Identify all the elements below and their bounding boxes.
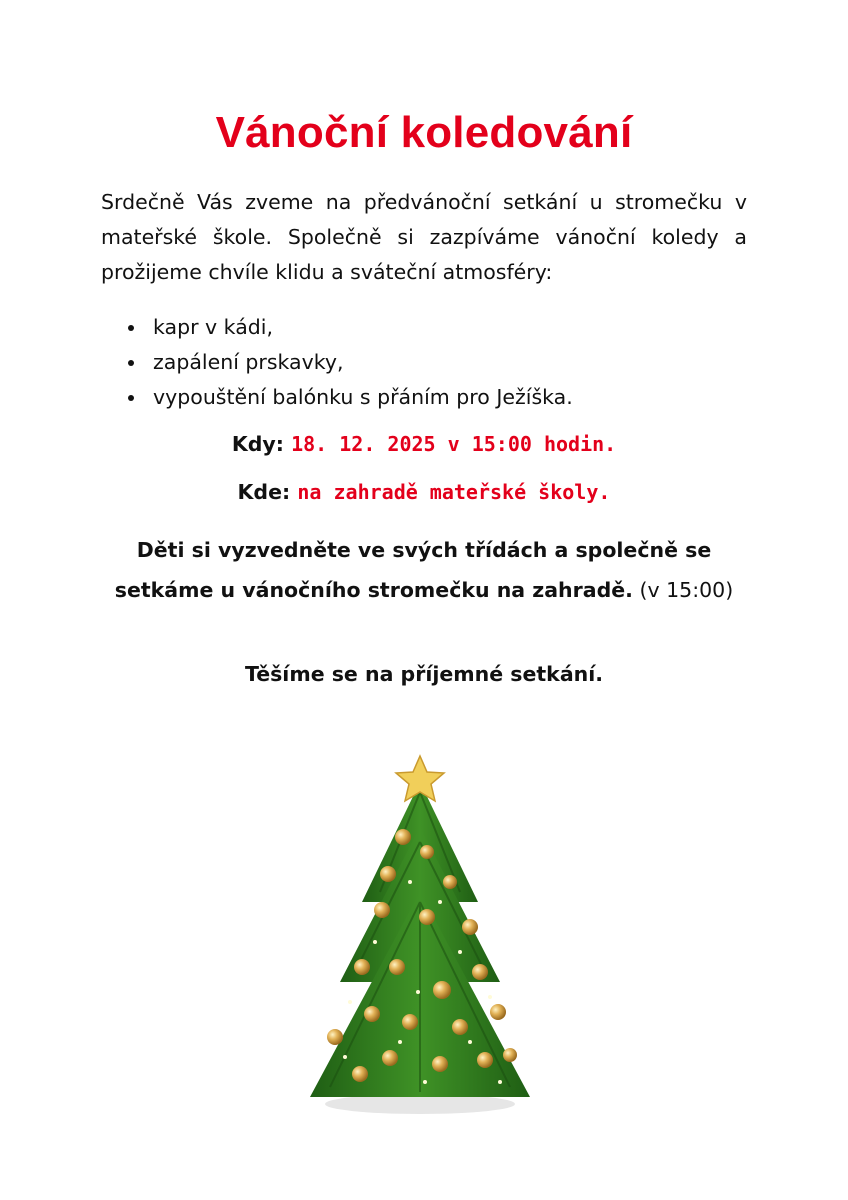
list-item: vypouštění balónku s přáním pro Ježíška. (125, 380, 745, 415)
christmas-tree-icon (300, 752, 540, 1122)
list-item: kapr v kádi, (125, 310, 745, 345)
page-title: Vánoční koledování (215, 108, 633, 157)
note-time: (v 15:00) (639, 578, 734, 602)
event-date-line (0, 432, 848, 456)
location-label: Kde: (237, 480, 291, 504)
activities-list (125, 310, 745, 415)
intro-paragraph: Srdečně Vás zveme na předvánoční setkání u stromečku v mateřské škole. Společně si zazpíváme vánoční koledy a prožijeme chvíle klidu a sváteční atmosféry: (101, 190, 747, 284)
closing-text: Těšíme se na příjemné setkání. (244, 662, 604, 686)
note-line-1: Děti si vyzvedněte ve svých třídách a společně se (136, 538, 712, 562)
date-label: Kdy: (231, 432, 284, 456)
note-line-2: setkáme u vánočního stromečku na zahradě. (114, 578, 633, 602)
event-location-line (0, 480, 848, 504)
pickup-note (0, 530, 848, 610)
date-value: 18. 12. 2025 v 15:00 hodin. (291, 432, 617, 456)
location-value: na zahradě mateřské školy. (297, 480, 611, 504)
list-item: zapálení prskavky, (125, 345, 745, 380)
